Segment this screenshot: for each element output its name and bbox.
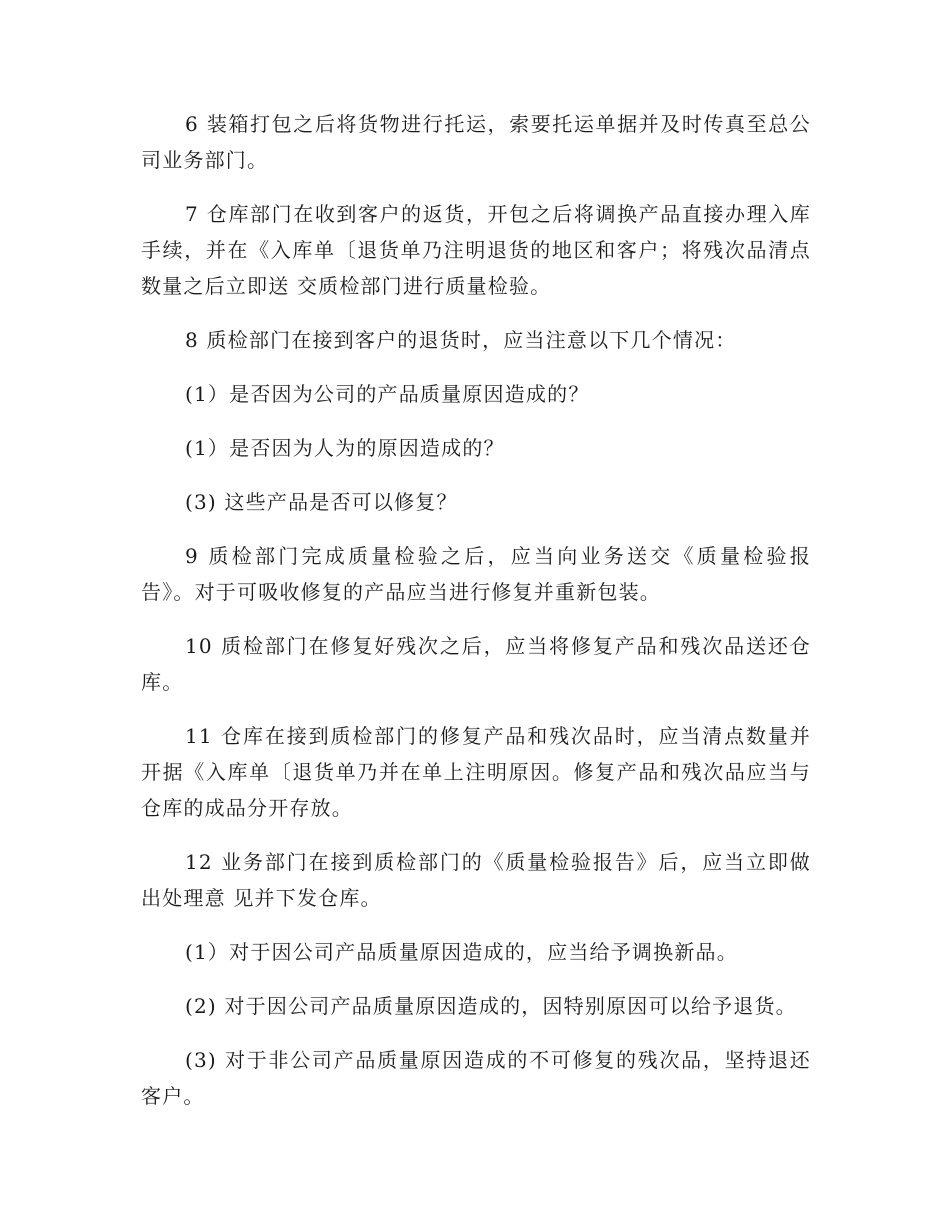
paragraph-12: 12 业务部门在接到质检部门的《质量检验报告》后，应当立即做出处理意 见并下发仓库。 xyxy=(141,850,811,910)
paragraph-8-item-2: (1）是否因为人为的原因造成的？ xyxy=(185,436,505,460)
document-body xyxy=(141,106,811,1132)
paragraph-8-item-3: (3) 这些产品是否可以修复？ xyxy=(185,490,458,514)
paragraph-12-item-3: (3) 对于非公司产品质量原因造成的不可修复的残次品，坚持退还客户。 xyxy=(141,1048,811,1108)
paragraph-10: 10 质检部门在修复好残次之后，应当将修复产品和残次品送还仓库。 xyxy=(141,634,811,694)
paragraph-8-item-1: (1）是否因为公司的产品质量原因造成的？ xyxy=(185,382,590,406)
paragraph-12-item-1: (1）对于因公司产品质量原因造成的，应当给予调换新品。 xyxy=(185,940,738,964)
paragraph-7: 7 仓库部门在收到客户的返货，开包之后将调换产品直接办理入库手续，并在《入库单〔退货单乃注明退货的地区和客户；将残次品清点数量之后立即送 交质检部门进行质量检验。 xyxy=(141,202,811,298)
paragraph-9: 9 质检部门完成质量检验之后，应当向业务送交《质量检验报告》。对于可吸收修复的产品应当进行修复并重新包装。 xyxy=(141,544,811,604)
paragraph-11: 11 仓库在接到质检部门的修复产品和残次品时，应当清点数量并开据《入库单〔退货单乃并在单上注明原因。修复产品和残次品应当与仓库的成品分开存放。 xyxy=(141,724,811,820)
paragraph-8: 8 质检部门在接到客户的退货时，应当注意以下几个情况： xyxy=(185,328,737,352)
paragraph-6: 6 装箱打包之后将货物进行托运，索要托运单据并及时传真至总公司业务部门。 xyxy=(141,112,811,172)
paragraph-12-item-2: (2) 对于因公司产品质量原因造成的，因特别原因可以给予退货。 xyxy=(185,994,797,1018)
